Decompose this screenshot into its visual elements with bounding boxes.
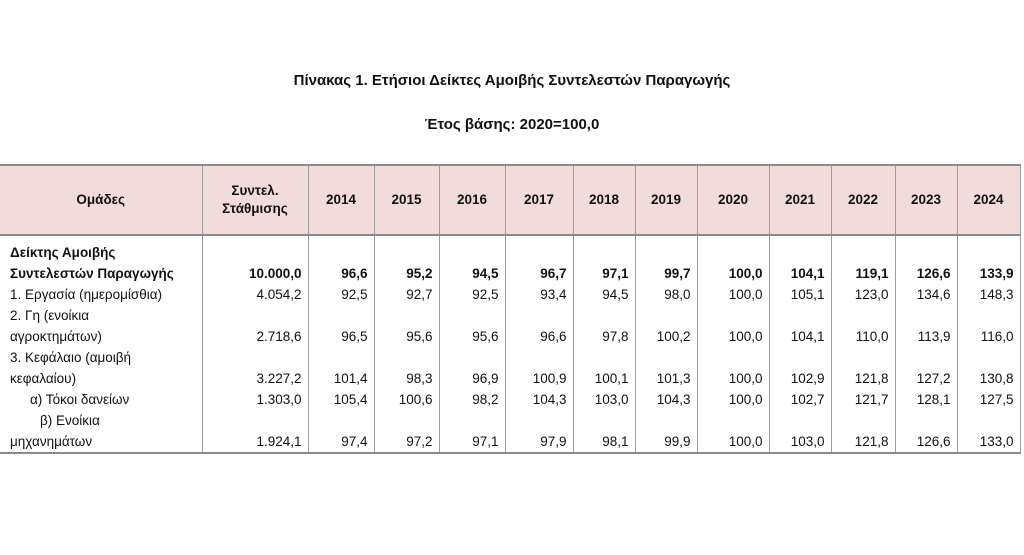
header-year: 2014 <box>308 165 374 235</box>
cell-value: 100,1 <box>573 347 635 389</box>
cell-value: 93,4 <box>505 284 573 305</box>
cell-weight: 1.924,1 <box>202 410 308 453</box>
cell-value: 100,0 <box>697 389 769 410</box>
header-year: 2020 <box>697 165 769 235</box>
cell-value: 113,9 <box>895 305 957 347</box>
cell-value: 97,1 <box>573 235 635 284</box>
row-label-line2: αγροκτημάτων) <box>10 329 102 344</box>
header-year: 2024 <box>957 165 1020 235</box>
cell-value: 97,2 <box>374 410 439 453</box>
row-label <box>0 347 202 389</box>
header-year: 2019 <box>635 165 697 235</box>
cell-value: 94,5 <box>439 235 505 284</box>
cell-value: 97,8 <box>573 305 635 347</box>
cell-value: 105,4 <box>308 389 374 410</box>
cell-value: 127,5 <box>957 389 1020 410</box>
table-row <box>0 284 1020 305</box>
cell-value: 105,1 <box>769 284 831 305</box>
row-label <box>0 235 202 284</box>
cell-value: 94,5 <box>573 284 635 305</box>
cell-value: 121,8 <box>831 347 895 389</box>
cell-value: 101,4 <box>308 347 374 389</box>
cell-value: 92,5 <box>439 284 505 305</box>
cell-value: 100,9 <box>505 347 573 389</box>
header-weight <box>202 165 308 235</box>
row-label-line1: 3. Κεφάλαιο (αμοιβή <box>10 350 132 365</box>
cell-value: 126,6 <box>895 235 957 284</box>
table-row <box>0 389 1020 410</box>
cell-value: 99,7 <box>635 235 697 284</box>
header-year: 2023 <box>895 165 957 235</box>
cell-value: 133,0 <box>957 410 1020 453</box>
row-label: 1. Εργασία (ημερομίσθια) <box>0 284 202 305</box>
cell-weight: 3.227,2 <box>202 347 308 389</box>
cell-value: 123,0 <box>831 284 895 305</box>
cell-value: 100,0 <box>697 347 769 389</box>
cell-value: 92,7 <box>374 284 439 305</box>
cell-value: 98,2 <box>439 389 505 410</box>
cell-value: 96,5 <box>308 305 374 347</box>
cell-value: 134,6 <box>895 284 957 305</box>
cell-value: 121,8 <box>831 410 895 453</box>
row-label <box>0 305 202 347</box>
table-row <box>0 410 1020 453</box>
header-year: 2018 <box>573 165 635 235</box>
cell-value: 98,0 <box>635 284 697 305</box>
table-row <box>0 235 1020 284</box>
cell-value: 96,6 <box>505 305 573 347</box>
cell-value: 104,3 <box>635 389 697 410</box>
cell-value: 98,3 <box>374 347 439 389</box>
header-year: 2016 <box>439 165 505 235</box>
cell-value: 127,2 <box>895 347 957 389</box>
header-year: 2021 <box>769 165 831 235</box>
cell-value: 121,7 <box>831 389 895 410</box>
header-year: 2015 <box>374 165 439 235</box>
cell-value: 92,5 <box>308 284 374 305</box>
cell-value: 102,9 <box>769 347 831 389</box>
cell-value: 101,3 <box>635 347 697 389</box>
row-label <box>0 410 202 453</box>
row-label-line2: μηχανημάτων <box>10 434 93 449</box>
row-label-line2: κεφαλαίου) <box>10 371 77 386</box>
cell-weight: 4.054,2 <box>202 284 308 305</box>
cell-value: 130,8 <box>957 347 1020 389</box>
table-row <box>0 347 1020 389</box>
row-label-line1: β) Ενοίκια <box>40 413 100 428</box>
row-label: α) Τόκοι δανείων <box>0 389 202 410</box>
row-label-line1: 2. Γη (ενοίκια <box>10 308 90 323</box>
cell-weight: 10.000,0 <box>202 235 308 284</box>
cell-weight: 1.303,0 <box>202 389 308 410</box>
cell-value: 100,0 <box>697 410 769 453</box>
cell-value: 128,1 <box>895 389 957 410</box>
cell-value: 100,6 <box>374 389 439 410</box>
cell-value: 102,7 <box>769 389 831 410</box>
cell-value: 95,2 <box>374 235 439 284</box>
table-row <box>0 305 1020 347</box>
header-year: 2022 <box>831 165 895 235</box>
cell-value: 97,1 <box>439 410 505 453</box>
cell-value: 116,0 <box>957 305 1020 347</box>
table-subtitle: Έτος βάσης: 2020=100,0 <box>424 116 600 133</box>
cell-value: 98,1 <box>573 410 635 453</box>
cell-value: 104,1 <box>769 305 831 347</box>
cell-value: 96,7 <box>505 235 573 284</box>
cell-value: 100,2 <box>635 305 697 347</box>
header-groups: Ομάδες <box>0 165 202 235</box>
cell-value: 96,9 <box>439 347 505 389</box>
header-year: 2017 <box>505 165 573 235</box>
cell-value: 100,0 <box>697 284 769 305</box>
cell-value: 133,9 <box>957 235 1020 284</box>
cell-value: 148,3 <box>957 284 1020 305</box>
cell-value: 103,0 <box>573 389 635 410</box>
header-weight-line2: Στάθμισης <box>222 201 288 216</box>
cell-value: 100,0 <box>697 235 769 284</box>
cell-value: 100,0 <box>697 305 769 347</box>
cell-value: 119,1 <box>831 235 895 284</box>
table-title: Πίνακας 1. Ετήσιοι Δείκτες Αμοιβής Συντελεστών Παραγωγής <box>293 72 731 89</box>
header-row <box>0 165 1020 235</box>
cell-weight: 2.718,6 <box>202 305 308 347</box>
cell-value: 104,3 <box>505 389 573 410</box>
cell-value: 97,9 <box>505 410 573 453</box>
cell-value: 95,6 <box>439 305 505 347</box>
row-label-line2: Συντελεστών Παραγωγής <box>10 266 174 281</box>
cell-value: 95,6 <box>374 305 439 347</box>
header-weight-line1: Συντελ. <box>231 183 279 198</box>
cell-value: 103,0 <box>769 410 831 453</box>
cell-value: 96,6 <box>308 235 374 284</box>
cell-value: 104,1 <box>769 235 831 284</box>
cell-value: 97,4 <box>308 410 374 453</box>
cell-value: 110,0 <box>831 305 895 347</box>
cell-value: 126,6 <box>895 410 957 453</box>
row-label-line1: Δείκτης Αμοιβής <box>10 245 116 260</box>
index-table <box>0 164 1021 454</box>
cell-value: 99,9 <box>635 410 697 453</box>
